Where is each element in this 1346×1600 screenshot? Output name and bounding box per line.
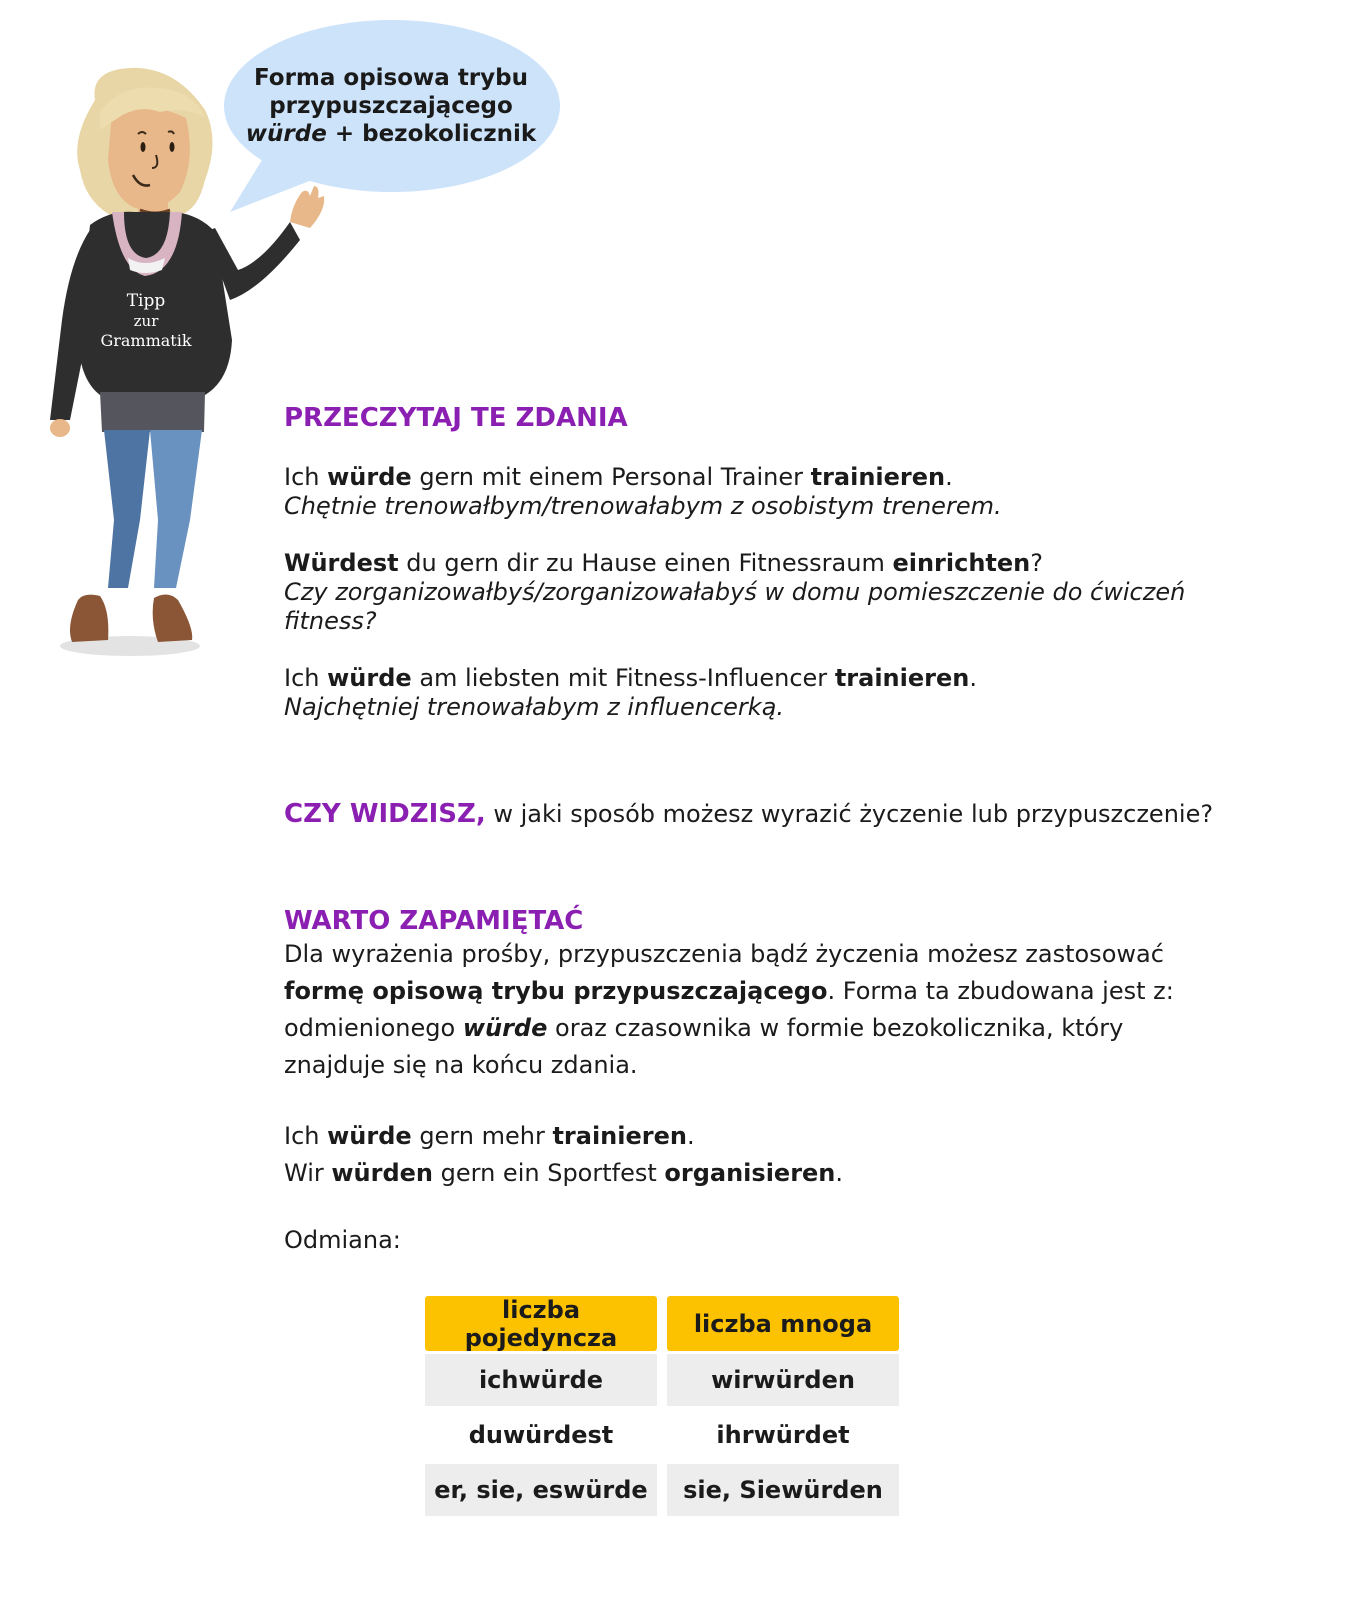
table-header-row — [425, 1296, 900, 1351]
conjugation-table — [425, 1296, 900, 1519]
german-sentence: Würdest du gern dir zu Hause einen Fitnessraum einrichten? — [284, 549, 1044, 577]
example-sentence-3 — [284, 664, 1284, 722]
table-cell: du würdest — [425, 1409, 657, 1461]
bubble-wurde: würde — [245, 121, 327, 147]
do-you-see-question — [284, 800, 1284, 829]
svg-text:Grammatik: Grammatik — [100, 331, 192, 350]
svg-text:zur: zur — [133, 312, 159, 330]
german-sentence: Ich würde am liebsten mit Fitness-Influencer trainieren. — [284, 664, 977, 692]
header-singular: liczba pojedyncza — [425, 1296, 657, 1351]
bubble-line-2: przypuszczającego — [269, 93, 513, 119]
remember-heading: WARTO ZAPAMIĘTAĆ — [284, 906, 584, 936]
table-cell: sie, Sie würden — [667, 1464, 899, 1516]
remember-example-2: Wir würden gern ein Sportfest organisieren. — [284, 1159, 844, 1187]
table-cell: wir würden — [667, 1354, 899, 1406]
polish-translation: Chętnie trenowałbym/trenowałabym z osobistym trenerem. — [284, 492, 1002, 520]
conjugation-label: Odmiana: — [284, 1226, 401, 1254]
table-cell: ihr würdet — [667, 1409, 899, 1461]
header-plural: liczba mnoga — [667, 1296, 899, 1351]
remember-paragraph: Dla wyrażenia prośby, przypuszczenia bądź życzenia możesz zastosować formę opisową trybu przypuszczającego. Forma ta zbudowana jest z: odmienionego würde oraz czasownika w formie bezokolicznika, który znajduje się na końcu zdania. — [284, 940, 1174, 1079]
example-sentence-2 — [284, 549, 1284, 636]
table-row — [425, 1354, 900, 1406]
remember-example-1: Ich würde gern mehr trainieren. — [284, 1122, 695, 1150]
do-you-see-heading: CZY WIDZISZ, — [284, 799, 486, 829]
lesson-content — [284, 404, 1284, 1255]
svg-text:Tipp: Tipp — [126, 291, 166, 311]
table-row — [425, 1464, 900, 1516]
polish-translation: Najchętniej trenowałabym z influencerką. — [284, 693, 785, 721]
do-you-see-text: w jaki sposób możesz wyrazić życzenie lub przypuszczenie? — [485, 800, 1214, 828]
example-sentence-1 — [284, 463, 1284, 521]
polish-translation: Czy zorganizowałbyś/zorganizowałabyś w domu pomieszczenie do ćwiczeń fitness? — [284, 578, 1186, 635]
table-cell: er, sie, es würde — [425, 1464, 657, 1516]
bubble-line-1: Forma opisowa trybu — [253, 65, 528, 91]
table-row — [425, 1409, 900, 1461]
remember-examples — [284, 1118, 1284, 1192]
bubble-bezokolicznik: + bezokolicznik — [326, 121, 537, 147]
read-sentences-heading: PRZECZYTAJ TE ZDANIA — [284, 403, 628, 433]
table-cell: ich würde — [425, 1354, 657, 1406]
german-sentence: Ich würde gern mit einem Personal Trainer trainieren. — [284, 463, 953, 491]
